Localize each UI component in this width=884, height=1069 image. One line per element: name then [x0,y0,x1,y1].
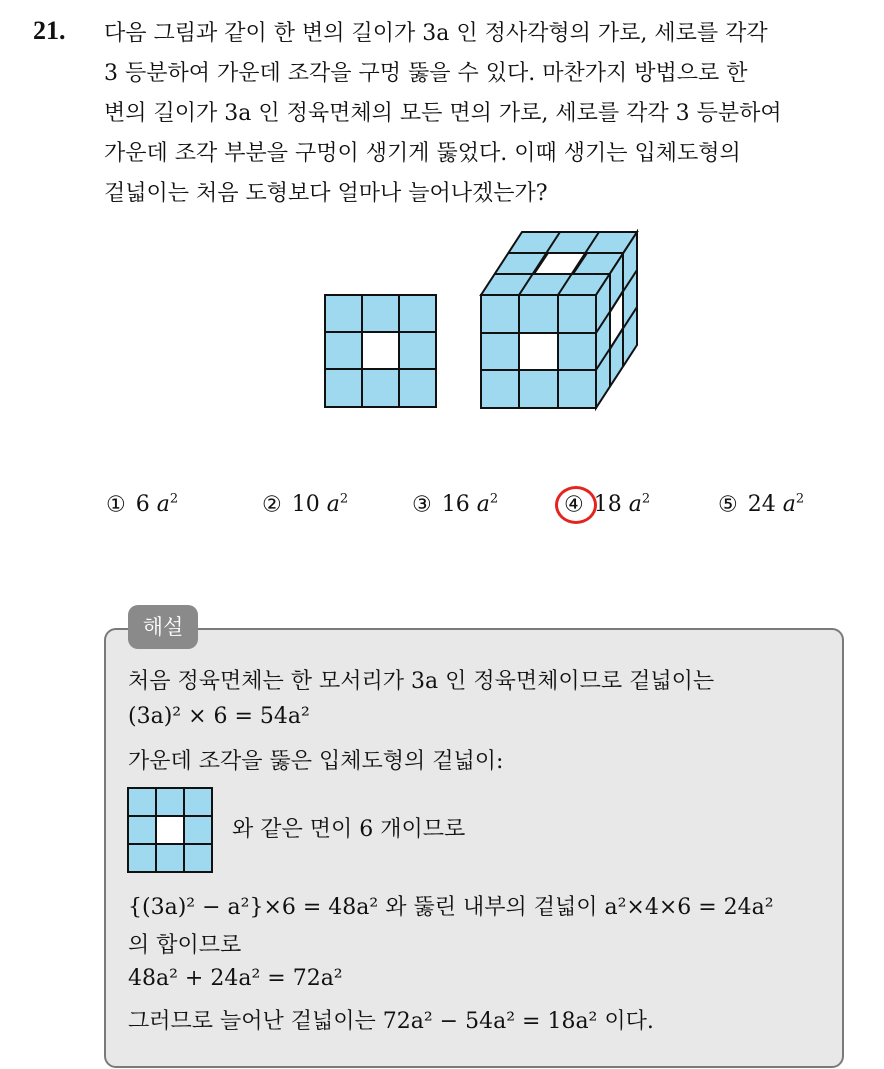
choice-2[interactable] [262,492,348,517]
question-line: 겉넓이는 처음 도형보다 얼마나 늘어나겠는가? [104,181,548,206]
choice-exponent: 2 [489,492,499,507]
solution-line-5: {(3a)² − a²}×6 = 48a² 와 뚫린 내부의 겉넓이 a²×4×6 = 24a² [128,895,774,920]
solution-line-1: 처음 정육면체는 한 모서리가 3a 인 정육면체이므로 겉넓이는 [128,669,715,694]
choice-unit: a [628,492,642,518]
mini-square-figure [126,786,216,876]
problem-figure [0,0,884,440]
solution-line-4: 와 같은 면이 6 개이므로 [232,817,466,842]
solution-line-6: 의 합이므로 [128,933,242,958]
choice-marker: ② [262,492,282,518]
solution-line-3: 가운데 조각을 뚫은 입체도형의 겉넓이: [128,749,504,774]
choice-1[interactable] [106,492,178,517]
choice-value: 16 [441,492,470,518]
choice-unit: a [782,492,796,518]
choice-marker: ① [106,492,126,518]
choice-value: 6 [135,492,150,518]
choice-unit: a [156,492,170,518]
choice-5[interactable] [718,492,804,517]
question-line: 3 등분하여 가운데 조각을 구멍 뚫을 수 있다. 마찬가지 방법으로 한 [104,61,748,86]
choice-marker: ③ [412,492,432,518]
cube-figure [481,232,637,408]
choice-unit: a [326,492,340,518]
choice-unit: a [476,492,490,518]
choice-value: 10 [291,492,320,518]
choice-value: 24 [747,492,776,518]
solution-line-7: 48a² + 24a² = 72a² [128,966,343,991]
question-line: 가운데 조각 부분을 구멍이 생기게 뚫었다. 이때 생기는 입체도형의 [104,141,741,166]
choice-3[interactable] [412,492,498,517]
choice-marker: ⑤ [718,492,738,518]
choice-exponent: 2 [339,492,349,507]
choice-exponent: 2 [641,492,651,507]
question-number: 21. [33,16,66,45]
solution-line-8: 그러므로 늘어난 겉넓이는 72a² − 54a² = 18a² 이다. [128,1009,654,1034]
question-line: 다음 그림과 같이 한 변의 길이가 3a 인 정사각형의 가로, 세로를 각각 [104,21,768,46]
choice-value: 18 [593,492,622,518]
solution-tag: 해설 [128,605,198,649]
choice-exponent: 2 [169,492,179,507]
answer-choices [0,492,884,528]
solution-line-2: (3a)² × 6 = 54a² [128,704,310,729]
answer-circle-mark [555,486,597,524]
question-line: 변의 길이가 3a 인 정육면체의 모든 면의 가로, 세로를 각각 3 등분하여 [104,101,782,126]
square-figure [325,295,436,407]
choice-exponent: 2 [795,492,805,507]
choice-marker: ④ [564,492,584,518]
